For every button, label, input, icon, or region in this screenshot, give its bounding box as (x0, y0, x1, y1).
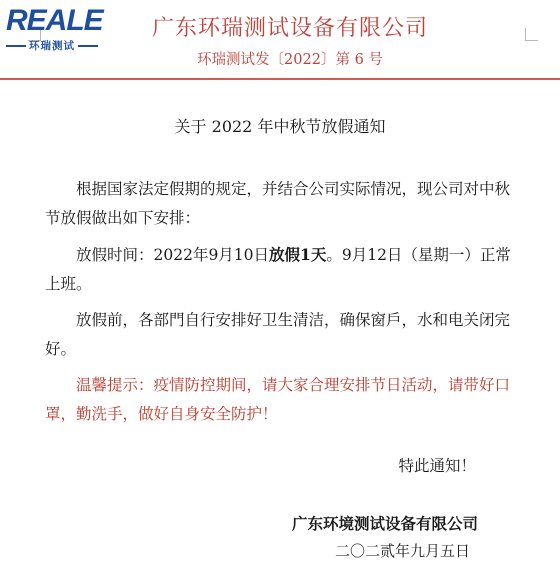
paragraph-preparation: 放假前，各部門自行安排好卫生清洁，确保窗戶，水和电关闭完好。 (45, 311, 511, 358)
company-header: 广东环瑞测试设备有限公司 (151, 16, 428, 41)
paragraph-warm-reminder: 温馨提示：疫情防控期间，请大家合理安排节日活动，请带好口罩，勤洗手，做好自身安全防护！ (45, 376, 511, 423)
logo-wordmark: REALE (6, 4, 103, 37)
crop-mark-top-right (525, 28, 538, 41)
header-divider (0, 78, 560, 80)
notice-body (45, 175, 525, 436)
document-number: 环瑞测试发〔2022〕第 6 号 (197, 52, 383, 68)
notice-title: 关于 2022 年中秋节放假通知 (174, 117, 386, 136)
company-logo (6, 4, 103, 52)
return-to-work-text: 。9月12日（星期一）正常上班。 (45, 246, 511, 293)
logo-subtitle: 环瑞测试 (29, 40, 75, 52)
holiday-duration: 放假1天 (269, 245, 327, 264)
paragraph-holiday-time (45, 240, 525, 299)
logo-line-left (6, 45, 26, 47)
holiday-time-text: 放假时间：2022年9月10日 (76, 246, 270, 264)
paragraph-intro: 根据国家法定假期的规定，并结合公司实际情况，现公司对中秋节放假做出如下安排： (45, 180, 511, 227)
logo-line-right (78, 45, 98, 47)
closing-line: 特此通知！ (398, 457, 476, 475)
signature-company: 广东环境测试设备有限公司 (291, 514, 478, 533)
signature-date: 二〇二贰年九月五日 (334, 542, 470, 560)
logo-subtitle-row (6, 38, 98, 53)
